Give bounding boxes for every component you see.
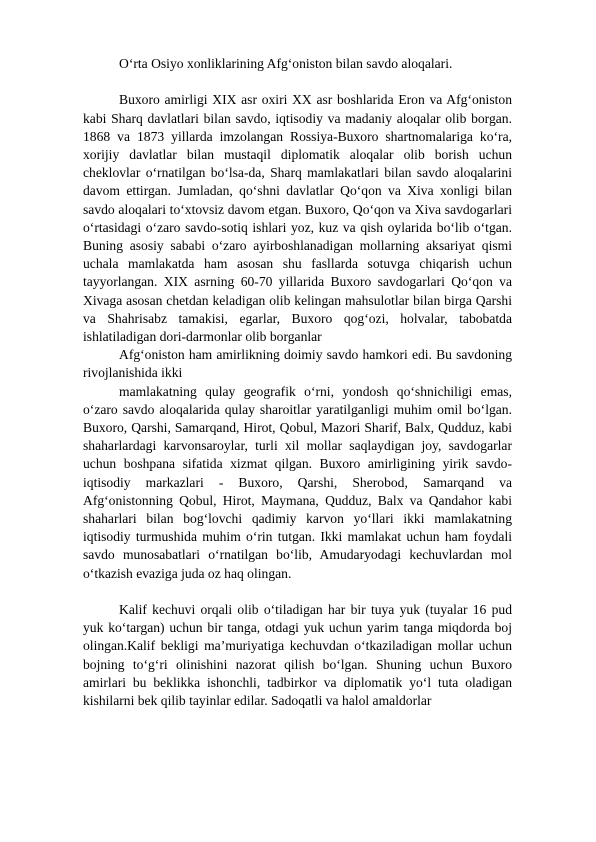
paragraph-afghanistan-partner: Afg‘oniston ham amirlikning doimiy savdo hamkori edi. Bu savdoning rivojlanishida ikki: [83, 347, 512, 381]
document-page: [83, 55, 512, 710]
paragraph-geography: mamlakatning qulay geografik o‘rni, yondosh qo‘shnichiligi emas, o‘zaro savdo aloqalarida qulay sharoitlar yaratilganligi muhim omil bo‘lgan. Buxoro, Qarshi, Samarqand, Hirot, Qobul, Mazori Sharif, Balx, Qudduz, kabi shaharlardagi karvonsaroylar, turli xil mollar saqlaydigan joy, savdogarlar uchun boshpana sifatida xizmat qilgan. Buxoro amirligining yirik savdo- iqtisodiy markazlari - Buxoro, Qarshi, Sherobod, Samarqand va Afg‘onistonning Qobul, Hirot, Maymana, Qudduz, Balx va Qandahor kabi shaharlari bilan bog‘lovchi qadimiy karvon yo‘llari ikki mamlakatning iqtisodiy turmushida muhim o‘rin tutgan. Ikki mamlakat uchun ham foydali savdo munosabatlari o‘rnatilgan bo‘lib, Amudaryodagi kechuvlardan mol o‘tkazish evaziga juda oz haq olingan.: [83, 383, 512, 581]
paragraph-kalif-crossing: Kalif kechuvi orqali olib o‘tiladigan har bir tuya yuk (tuyalar 16 pud yuk ko‘targan) uchun bir tanga, otdagi yuk uchun yarim tanga miqdorda boj olingan.Kalif bekligi ma’muriyatiga kechuvdan o‘tkaziladigan mollar uchun bojning to‘g‘ri olinishini nazorat qilish bo‘lgan. Shuning uchun Buxoro amirlari bu beklikka ishonchli, tadbirkor va diplomatik yo‘l tuta oladigan kishilarni bek qilib tayinlar edilar. Sadoqatli va halol amaldorlar: [83, 602, 512, 709]
paragraph-spacer: [83, 583, 512, 601]
document-title: O‘rta Osiyo xonliklarining Afg‘oniston bilan savdo aloqalari.: [119, 56, 453, 71]
paragraph-intro: Buxoro amirligi XIX asr oxiri XX asr boshlarida Eron va Afg‘oniston kabi Sharq davlatlari bilan savdo, iqtisodiy va madaniy aloqalar olib borgan. 1868 va 1873 yillarda imzolangan Rossiya-Buxoro shartnomalariga ko‘ra, xorijiy davlatlar bilan mustaqil diplomatik aloqalar olib borish uchun cheklovlar o‘rnatilgan bo‘lsa-da, Sharq mamlakatlari bilan savdo aloqalarini davom ettirgan. Jumladan, qo‘shni davlatlar Qo‘qon va Xiva xonligi bilan savdo aloqalari to‘xtovsiz davom etgan. Buxoro, Qo‘qon va Xiva savdogarlari o‘rtasidagi o‘zaro savdo-sotiq ishlari yoz, kuz va qish oylarida bo‘lib o‘tgan. Buning asosiy sababi o‘zaro ayirboshlanadigan mollarning aksariyat qismi uchala mamlakatda ham asosan shu fasllarda sotuvga chiqarish uchun tayyorlangan. XIX asrning 60-70 yillarida Buxoro savdogarlari Qo‘qon va Xivaga asosan chetdan keladigan olib kelingan mahsulotlar bilan birga Qarshi va Shahrisabz tamakisi, egarlar, Buxoro qog‘ozi, holvalar, tabobatda ishlatiladigan dori-darmonlar olib borganlar: [83, 92, 512, 345]
